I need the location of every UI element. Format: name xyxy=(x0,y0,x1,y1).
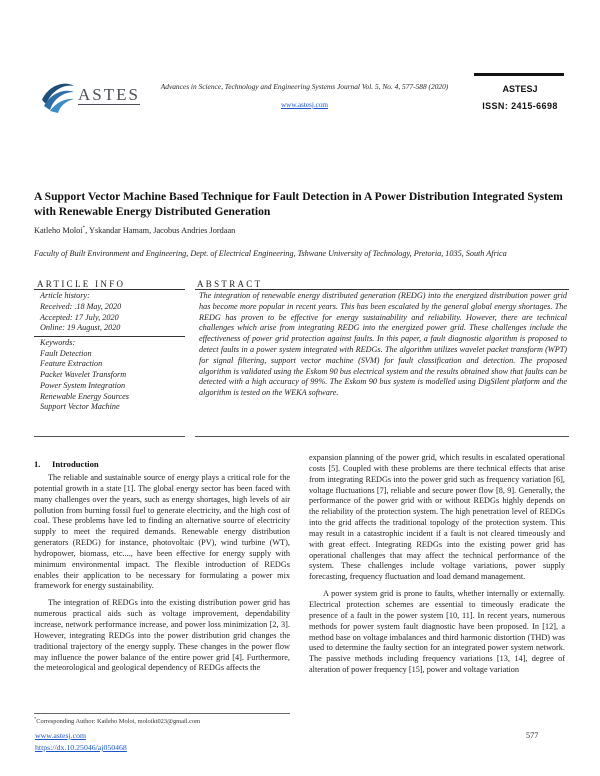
section-title: Introduction xyxy=(52,459,99,469)
site-link[interactable]: www.astesj.com xyxy=(35,731,87,740)
keyword: Renewable Energy Sources xyxy=(40,391,129,401)
wave-globe-icon xyxy=(38,78,76,114)
author-primary: Katleho Moloi xyxy=(34,226,83,235)
affiliation: Faculty of Built Environment and Engineering, Dept. of Electrical Engineering, Tshwane University of Technology, Pretoria, 1035, South Africa xyxy=(34,249,507,258)
body-column-left xyxy=(34,473,290,680)
authors xyxy=(34,226,235,235)
page-number: 577 xyxy=(526,731,539,740)
keyword: Support Vector Machine xyxy=(40,402,120,412)
accepted-date: Accepted: 17 July, 2020 xyxy=(40,312,119,322)
abstract-heading: ABSTRACT xyxy=(197,279,263,289)
body-column-right xyxy=(309,453,565,682)
journal-logo xyxy=(38,78,138,114)
keyword: Packet Wavelet Transform xyxy=(40,370,127,380)
footnote-text: Corresponding Author: Katleho Moloi, moloikt023@gmail.com xyxy=(36,718,201,726)
journal-url-link[interactable]: www.astesj.com xyxy=(280,101,329,109)
corresponding-mark: * xyxy=(82,226,86,232)
keyword: Feature Extraction xyxy=(40,359,103,369)
received-date: Received: .18 May, 2020 xyxy=(40,301,122,311)
online-date: Online: 19 August, 2020 xyxy=(40,323,121,333)
footnote xyxy=(34,716,200,725)
keyword: Fault Detection xyxy=(40,348,92,358)
author-others: , Yskandar Hamam, Jacobus Andries Jordaan xyxy=(85,226,236,235)
paragraph: The integration of REDGs into the existing distribution power grid has numerous practical aids such as voltage improvement, dependability increase, network performance increase, and power loss minimization [2, 3]. However, integrating REDGs into the power distribution grid changes the traditional trajectory of the energy supply. These changes in the power flow may influence the power balance of the entire power grid [4]. Furthermore, the meteorological and geological dependency of REDGs affects the xyxy=(34,598,290,673)
journal-abbrev: ASTESJ xyxy=(502,84,538,94)
keyword: Power System Integration xyxy=(40,380,126,390)
divider xyxy=(34,289,185,290)
header-bar-divider xyxy=(474,73,564,76)
footnote-divider xyxy=(34,713,290,714)
divider xyxy=(195,289,569,290)
divider xyxy=(34,336,185,337)
divider xyxy=(34,436,185,437)
paragraph: expansion planning of the power grid, which results in escalated operational costs [5]. Coupled with these problems are there technical effects that arise from integrating REDGs into the power grid such as frequency variation [6], voltage fluctuations [7], reliable and secure power flow [8, 9]. Generally, the performance of the power grid with or without REDGs highly depends on the reliability of the protection system. The high penetration level of REDGs into the grid affects the traditional topology of the protection system. This may result in a catastrophic incident if a fault is not cleared timeously and with great effect. Integrating REDGs into the existing power grid has operational challenges that may affect the technical performance of the system. These challenges include voltage variations, power supply forecasting, frequency fluctuation and load demand management. xyxy=(309,453,565,582)
footnote-mark: * xyxy=(34,716,37,721)
section-number: 1. xyxy=(34,459,41,469)
doi-link[interactable]: https://dx.10.25046/aj050468 xyxy=(35,743,127,752)
article-info-heading: ARTICLE INFO xyxy=(37,279,126,289)
keywords-list xyxy=(40,338,129,413)
journal-citation: Advances in Science, Technology and Engineering Systems Journal Vol. 5, No. 4, 577-588 (2020) xyxy=(160,82,449,91)
logo-text: ASTES xyxy=(78,85,140,104)
paragraph: A power system grid is prone to faults, whether internally or externally. Electrical protection schemes are essential to timeously eradicate the presence of a fault in the power system [10, 11]. In recent years, numerous methods for power system fault diagnostic have been proposed. In [12], a method base on voltage imbalances and third harmonic distortion (THD) was used to determine the faulty section for an integrated power system network. The passive methods including frequency variations [13, 14], degree of alteration of power frequency [15], power and voltage variation xyxy=(309,589,565,675)
paragraph: The reliable and sustainable source of energy plays a critical role for the potential growth in a state [1]. The global energy sector has been faced with many challenges over the years, such as energy shortages, high levels of air pollution from burning fossil fuel to generate electricity, and the high cost of coal. These problems have led to finding an alternative source of electricity supply to meet the required demands. Renewable energy distribution generators (REDG) for instance, photovoltaic (PV), wind turbine (WT), hydropower, biomass, etc...., have been effective for energy supply with minimum environmental impact. The flexible introduction of REDGs enables their application to be necessary for formulating a power mix framework for energy sustainability. xyxy=(34,473,290,591)
section-heading-introduction xyxy=(34,459,99,469)
issn: ISSN: 2415-6698 xyxy=(482,101,558,111)
article-history xyxy=(40,291,121,334)
divider xyxy=(195,436,569,437)
keywords-label: Keywords: xyxy=(40,338,76,347)
abstract-text: The integration of renewable energy distributed generation (REDG) into the energized distribution power grid has become more popular in recent years. This has been escalated by the general global energy shortages. The REDG has proven to be effective for energy sustainability and reliability. However, there are technical challenges which arise from integrating REDG into the energized power grid. These challenges include the effectiveness of power grid protection against faults. In this paper, a fault diagnostic algorithm is proposed to detect faults in a power system integrated with REDGs. The algorithm utilizes wavelet packet transform (WPT) for signal filtering, support vector machine (SVM) for fault classification and detection. The proposed algorithm is validated using the Eskom 90 bus electrical system and the results obtained show that faults can be detected with a high accuracy of 99%. The Eskom 90 bus system is modelled using DigSilent platform and the algorithm is tested on the WEKA software. xyxy=(199,291,567,398)
history-label: Article history: xyxy=(40,291,90,300)
paper-title: A Support Vector Machine Based Technique for Fault Detection in A Power Distribution Integrated System with Renewable Energy Distributed Generation xyxy=(34,190,563,218)
